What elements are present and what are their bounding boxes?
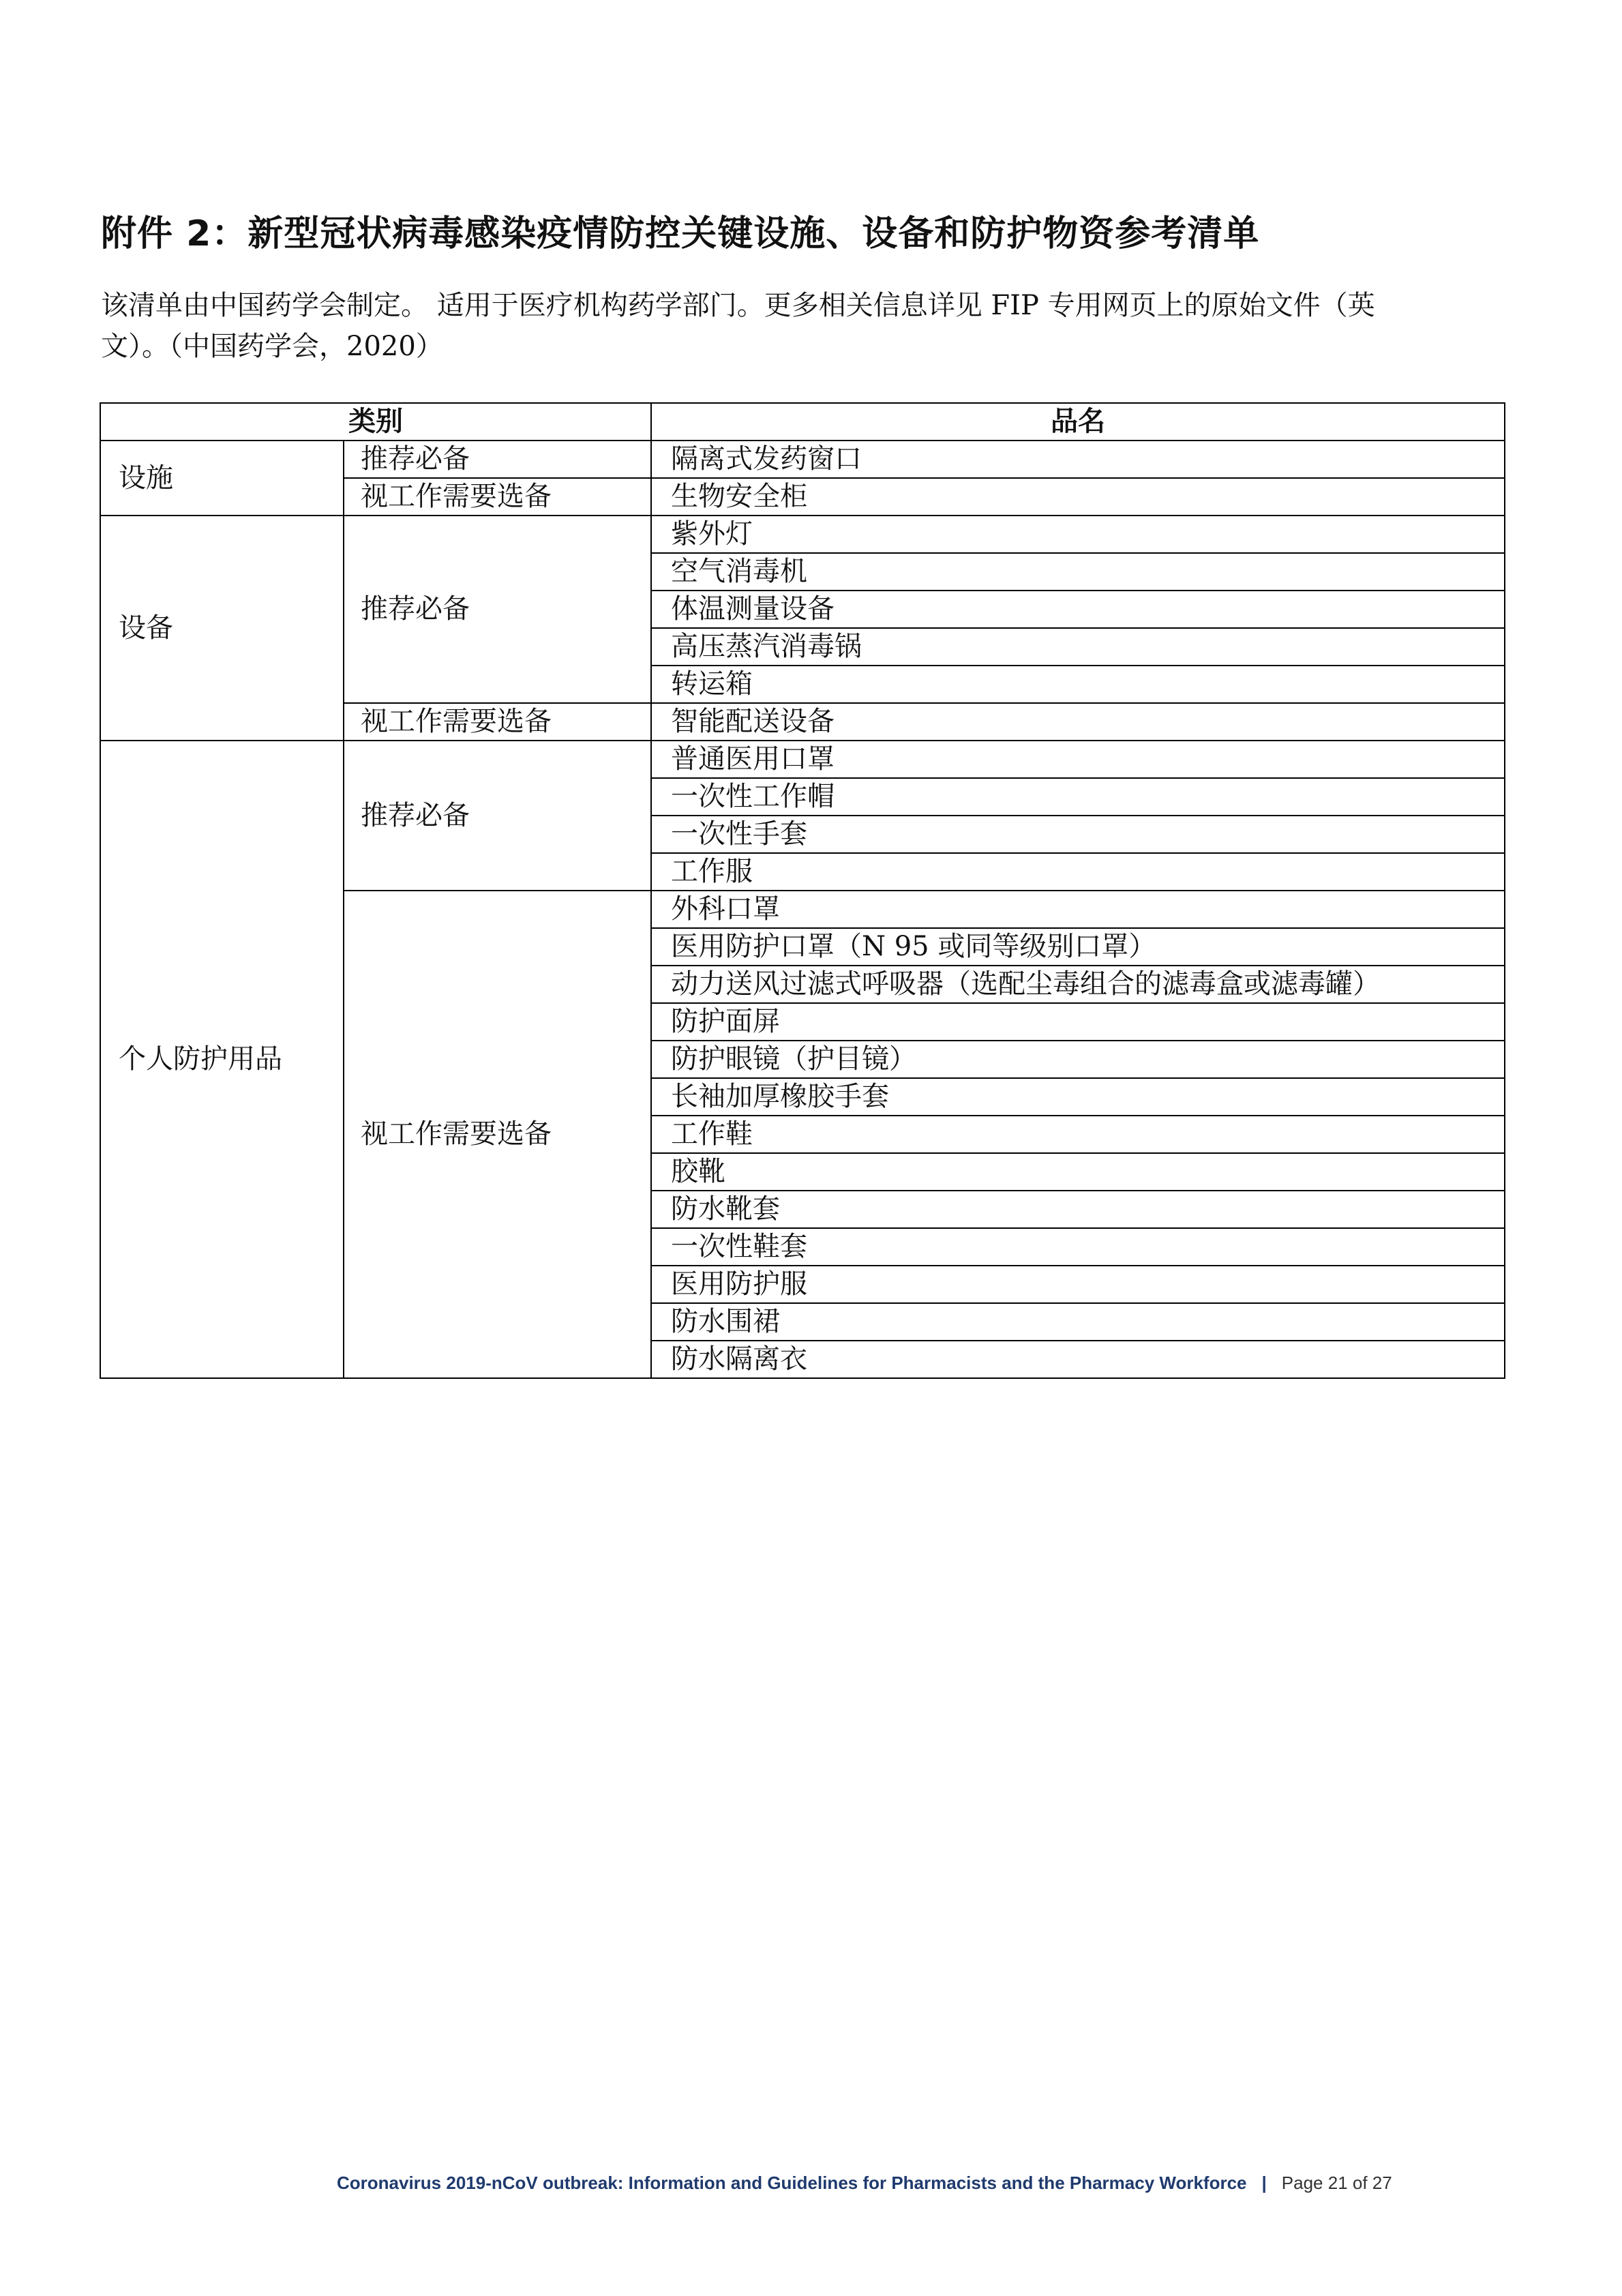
header-category: 类别 (100, 403, 651, 441)
item-cell: 防水靴套 (651, 1191, 1505, 1228)
item-cell: 工作服 (651, 853, 1505, 891)
category-cell: 设备 (100, 516, 344, 741)
table-row (100, 441, 1505, 478)
table-header-row (100, 403, 1505, 441)
intro-line-1: 该清单由中国药学会制定。 适用于医疗机构药学部门。更多相关信息详见 FIP 专用网页上的原始文件（英 (101, 290, 1375, 321)
header-item: 品名 (651, 403, 1505, 441)
subcategory-cell: 推荐必备 (344, 741, 651, 891)
item-cell: 体温测量设备 (651, 591, 1505, 628)
item-cell: 隔离式发药窗口 (651, 441, 1505, 478)
item-cell: 动力送风过滤式呼吸器（选配尘毒组合的滤毒盒或滤毒罐） (651, 966, 1505, 1003)
item-cell: 转运箱 (651, 666, 1505, 703)
item-cell: 防护面屏 (651, 1003, 1505, 1041)
item-cell: 高压蒸汽消毒锅 (651, 628, 1505, 666)
item-cell: 智能配送设备 (651, 703, 1505, 741)
item-cell: 外科口罩 (651, 891, 1505, 928)
table-body (100, 441, 1505, 1378)
table-row (100, 741, 1505, 778)
item-cell: 防水隔离衣 (651, 1341, 1505, 1378)
page-title: 附件 2：新型冠状病毒感染疫情防控关键设施、设备和防护物资参考清单 (101, 213, 1260, 254)
item-cell: 医用防护口罩（N 95 或同等级别口罩） (651, 928, 1505, 966)
item-cell: 长袖加厚橡胶手套 (651, 1078, 1505, 1116)
item-cell: 普通医用口罩 (651, 741, 1505, 778)
subcategory-cell: 推荐必备 (344, 516, 651, 703)
footer-title: Coronavirus 2019-nCoV outbreak: Information and Guidelines for Pharmacists and the Pharmacy Workforce (337, 2173, 1247, 2193)
item-cell: 工作鞋 (651, 1116, 1505, 1153)
subcategory-cell: 视工作需要选备 (344, 891, 651, 1378)
subcategory-cell: 推荐必备 (344, 441, 651, 478)
category-cell: 设施 (100, 441, 344, 516)
item-cell: 空气消毒机 (651, 553, 1505, 591)
subcategory-cell: 视工作需要选备 (344, 478, 651, 516)
table-row (100, 516, 1505, 553)
item-cell: 一次性手套 (651, 816, 1505, 853)
item-cell: 一次性鞋套 (651, 1228, 1505, 1266)
intro-paragraph (101, 285, 1465, 367)
item-cell: 胶靴 (651, 1153, 1505, 1191)
subcategory-cell: 视工作需要选备 (344, 703, 651, 741)
reference-list-table (100, 402, 1505, 1379)
page-number: Page 21 of 27 (1281, 2173, 1392, 2193)
item-cell: 防水围裙 (651, 1303, 1505, 1341)
page-footer (337, 2173, 1392, 2194)
item-cell: 一次性工作帽 (651, 778, 1505, 816)
item-cell: 防护眼镜（护目镜） (651, 1041, 1505, 1078)
intro-line-2: 文）。（中国药学会，2020） (101, 331, 443, 362)
item-cell: 生物安全柜 (651, 478, 1505, 516)
item-cell: 紫外灯 (651, 516, 1505, 553)
category-cell: 个人防护用品 (100, 741, 344, 1378)
footer-separator: | (1261, 2173, 1267, 2193)
item-cell: 医用防护服 (651, 1266, 1505, 1303)
